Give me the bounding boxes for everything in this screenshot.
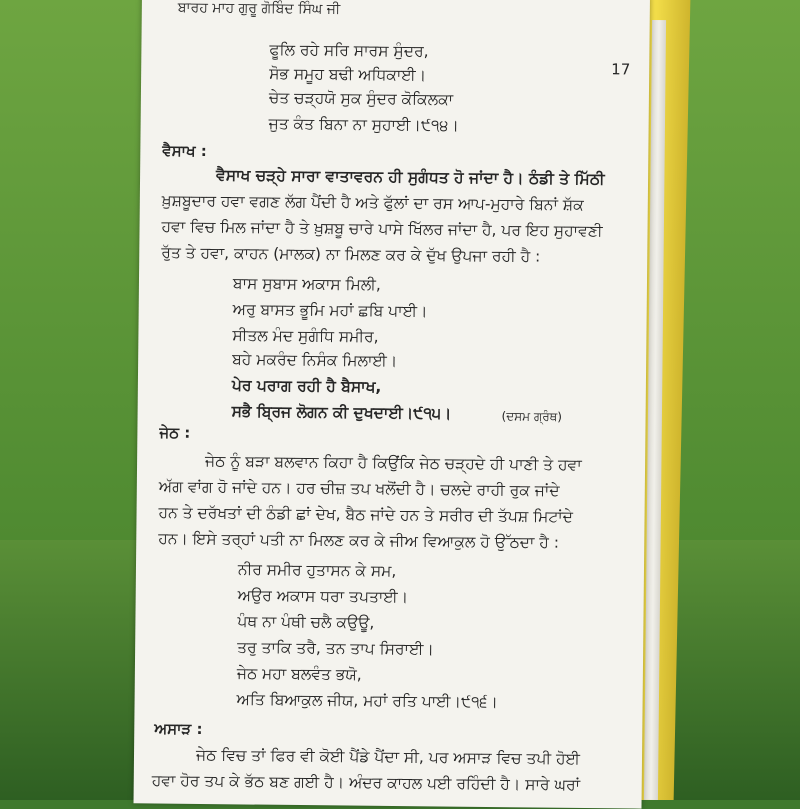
section-heading-vaisakh: ਵੈਸਾਖ : — [162, 141, 207, 161]
paragraph-line: ਵੈਸਾਖ ਚੜ੍ਹੇ ਸਾਰਾ ਵਾਤਾਵਰਨ ਹੀ ਸੁਗੰਧਤ ਹੋ ਜਾਂਦਾ ਹੈ। ਠੰਡੀ ਤੇ ਮਿੱਠੀ — [215, 166, 605, 189]
verse-line: ਨੀਰ ਸਮੀਰ ਹੁਤਾਸਨ ਕੇ ਸਮ, — [237, 560, 397, 581]
verse-line: ਫੂਲਿ ਰਹੇ ਸਰਿ ਸਾਰਸ ਸੁੰਦਰ, — [269, 40, 429, 61]
page-number: 17 — [611, 60, 631, 79]
paragraph-line: ਜੇਠ ਨੂੰ ਬੜਾ ਬਲਵਾਨ ਕਿਹਾ ਹੈ ਕਿਉਂਕਿ ਜੇਠ ਚੜ੍ਹਦੇ ਹੀ ਪਾਣੀ ਤੇ ਹਵਾ — [205, 452, 582, 474]
verse-line: ਜੁਤ ਕੰਤ ਬਿਨਾ ਨਾ ਸੁਹਾਈ।੯੧੪। — [268, 114, 459, 135]
verse-line: ਸੋਭ ਸਮੂਹ ਬਢੀ ਅਧਿਕਾਈ। — [269, 64, 427, 85]
paragraph-line: ਅੱਗ ਵਾਂਗ ਹੋ ਜਾਂਦੇ ਹਨ। ਹਰ ਚੀਜ਼ ਤਪ ਖਲੋਂਦੀ ਹੈ। ਚਲਦੇ ਰਾਹੀ ਰੁਕ ਜਾਂਦੇ — [158, 477, 560, 500]
verse-line: ਤਰੁ ਤਾਕਿ ਤਰੈ, ਤਨ ਤਾਪ ਸਿਰਾਈ। — [237, 638, 434, 659]
verse-line: ਅਤਿ ਬਿਆਕੁਲ ਜੀਯ, ਮਹਾਂ ਰਤਿ ਪਾਈ।੯੧੬। — [236, 690, 499, 712]
section-heading-asarh: ਅਸਾੜ : — [154, 719, 203, 739]
section-heading-jeth: ਜੇਠ : — [159, 423, 191, 442]
verse-line: ਅਰੁ ਬਾਸਤ ਭੂਮਿ ਮਹਾਂ ਛਬਿ ਪਾਈ। — [232, 300, 428, 321]
paragraph-line: ਖ਼ੁਸ਼ਬੂਦਾਰ ਹਵਾ ਵਗਣ ਲੱਗ ਪੈਂਦੀ ਹੈ ਅਤੇ ਫੁੱਲਾਂ ਦਾ ਰਸ ਆਪ-ਮੁਹਾਰੇ ਬਿਨਾਂ ਸ਼ੱਕ — [161, 191, 584, 214]
verse-line: ਅਉਰ ਅਕਾਸ ਧਰਾ ਤਪਤਾਈ। — [237, 586, 409, 607]
paragraph-line: ਹਵਾ ਹੋਰ ਤਪ ਕੇ ਭੱਠ ਬਣ ਗਈ ਹੈ। ਅੰਦਰ ਕਾਹਲ ਪਈ ਰਹਿੰਦੀ ਹੈ। ਸਾਰੇ ਘਰਾਂ — [151, 771, 581, 794]
verse-line: ਸਭੈ ਬ੍ਰਿਜ ਲੋਗਨ ਕੀ ਦੁਖਦਾਈ।੯੧੫। — [231, 402, 452, 423]
verse-line: ਪੰਥ ਨਾ ਪੰਥੀ ਚਲੈ ਕਉਊ, — [237, 612, 375, 632]
paragraph-line: ਰੁੱਤ ਤੇ ਹਵਾ, ਕਾਹਨ (ਮਾਲਕ) ਨਾ ਮਿਲਣ ਕਰ ਕੇ ਦੁੱਖ ਉਪਜਾ ਰਹੀ ਹੈ : — [161, 243, 541, 266]
verse-line: ਪੇਰ ਪਰਾਗ ਰਹੀ ਹੈ ਬੈਸਾਖ, — [231, 376, 382, 396]
book-page — [134, 0, 650, 809]
paragraph-line: ਜੇਠ ਵਿਚ ਤਾਂ ਫਿਰ ਵੀ ਕੋਈ ਪੈਂਡੇ ਪੈਂਦਾ ਸੀ, ਪਰ ਅਸਾੜ ਵਿਚ ਤਪੀ ਹੋਈ — [195, 745, 581, 768]
verse-line: ਬਾਸ ਸੁਬਾਸ ਅਕਾਸ ਮਿਲੀ, — [232, 274, 381, 294]
verse-line: ਚੇਤ ਚੜ੍ਹਯੋ ਸੁਕ ਸੁੰਦਰ ਕੋਕਿਲਕਾ — [268, 88, 454, 109]
running-title: ਬਾਰਹ ਮਾਹ ਗੁਰੂ ਗੋਬਿੰਦ ਸਿੰਘ ਜੀ — [177, 0, 341, 18]
paragraph-line: ਹਨ। ਇਸੇ ਤਰ੍ਹਾਂ ਪਤੀ ਨਾ ਮਿਲਣ ਕਰ ਕੇ ਜੀਅ ਵਿਆਕੁਲ ਹੋ ਉੱਠਦਾ ਹੈ : — [158, 529, 560, 552]
verse-line: ਬਹੇ ਮਕਰੰਦ ਨਿਸੰਕ ਮਿਲਾਈ। — [232, 350, 398, 371]
paragraph-line: ਹਨ ਤੇ ਦਰੱਖਤਾਂ ਦੀ ਠੰਡੀ ਛਾਂ ਦੇਖ, ਬੈਠ ਜਾਂਦੇ ਹਨ ਤੇ ਸਰੀਰ ਦੀ ਤੱਪਸ਼ ਮਿਟਾਂਦੇ — [158, 503, 574, 526]
verse-line: ਸੀਤਲ ਮੰਦ ਸੁਗੰਧਿ ਸਮੀਰ, — [232, 326, 379, 346]
paragraph-line: ਹਵਾ ਵਿਚ ਮਿਲ ਜਾਂਦਾ ਹੈ ਤੇ ਖ਼ੁਸ਼ਬੂ ਚਾਰੇ ਪਾਸੇ ਖਿੱਲਰ ਜਾਂਦਾ ਹੈ, ਪਰ ਇਹ ਸੁਹਾਵਣੀ — [161, 217, 603, 241]
verse-line: ਜੇਠ ਮਹਾ ਬਲਵੰਤ ਭਯੋ, — [236, 664, 362, 684]
source-citation: (ਦਸਮ ਗ੍ਰੰਥ) — [501, 409, 563, 424]
